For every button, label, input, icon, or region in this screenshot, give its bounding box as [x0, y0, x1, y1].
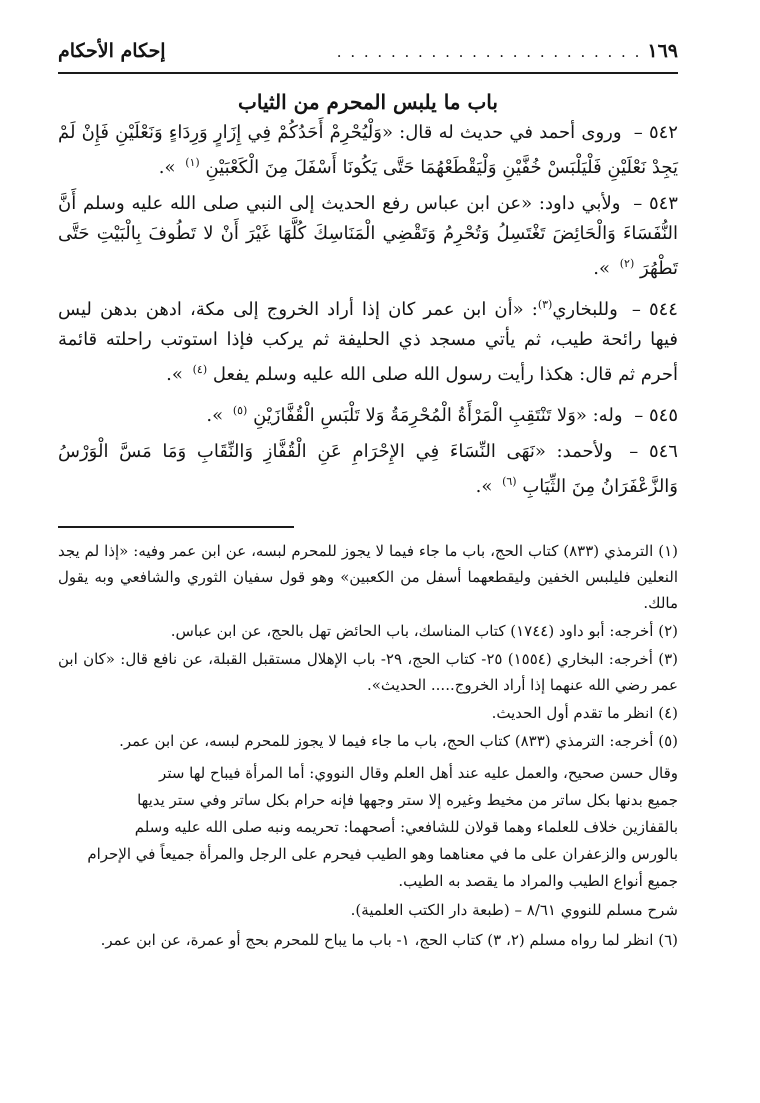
footnote-number: (٤)	[658, 704, 678, 722]
hadith-542	[58, 118, 678, 183]
footnote-ref[interactable]: (٢)	[619, 257, 635, 270]
hadith-text: : «أن ابن عمر كان إذا أراد الخروج إلى مكة، ادهن بدهن ليس فيها رائحة طيب، ثم يأتي مسجد ذي الحليفة ثم يركب فإذا استوتب راحلته قائمة أحرم ثم قال: هكذا رأيت رسول الله صلى الله عليه وسلم يفعل	[58, 299, 678, 385]
hadith-close: ».	[166, 364, 183, 385]
hadith-545	[58, 396, 678, 431]
footnote-number: (٣)	[658, 650, 678, 668]
footnote-text: انظر لما رواه مسلم (٢، ٣) كتاب الحج، ١- باب ما يباح للمحرم بحج أو عمرة، عن ابن عمر.	[100, 931, 654, 949]
footnote-number: (٥)	[658, 732, 678, 750]
footnote-ref[interactable]: (٤)	[192, 363, 208, 376]
hadith-number: ٥٤٤ –	[631, 299, 678, 320]
book-title: إحكام الأحكام	[58, 40, 166, 62]
footnote-text: أخرجه: أبو داود (١٧٤٤) كتاب المناسك، باب الحائض تهل بالحج، عن ابن عباس.	[170, 622, 654, 640]
hadith-close: ».	[593, 258, 610, 279]
hadith-text: ولأبي داود: «عن ابن عباس رفع الحديث إلى النبي صلى الله عليه وسلم أَنَّ النُّفَسَاءَ وَالْحَائِضَ تَغْتَسِلُ وَتُحْرِمُ وَتَقْضِي الْمَنَاسِكَ كُلَّهَا غَيْرَ أَنْ لا تَطُوفَ بِالْبَيْتِ حَتَّى تَطْهُرَ	[58, 193, 678, 279]
commentary-line: جميع أنواع الطيب والمراد ما يقصد به الطيب.	[398, 872, 678, 890]
commentary-line: جميع بدنها بكل ساتر من مخيط وغيره إلا ستر وجهها فإنه حرام بكل ساتر وفي ستر يديها	[137, 791, 678, 809]
commentary-line: وقال حسن صحيح، والعمل عليه عند أهل العلم وقال النووي: أما المرأة فيباح لها ستر	[159, 764, 678, 782]
hadith-546	[58, 437, 678, 502]
footnote-4	[58, 700, 678, 726]
footnote-text: أخرجه: البخاري (١٥٥٤) ٢٥- كتاب الحج، ٢٩- باب الإهلال مستقبل القبلة، عن نافع قال: «كان ابن عمر رضي الله عنهما إذا أراد الخروج..... الحديث».	[58, 650, 678, 694]
footnote-number: (٦)	[658, 931, 678, 949]
footnote-6	[58, 927, 678, 953]
hadith-close: ».	[206, 405, 224, 426]
nawawi-reference: شرح مسلم للنووي ٨/٦١ – (طبعة دار الكتب العلمية).	[350, 901, 678, 919]
footnote-text: الترمذي (٨٣٣) كتاب الحج، باب ما جاء فيما لا يجوز للمحرم لبسه، عن ابن عمر وفيه: «إذا لم يجد النعلين فليلبس الخفين وليقطعهما أسفل من الكعبين» وهو قول سفيان الثوري والشافعي وبه يقول مالك.	[58, 542, 678, 612]
footnote-ref[interactable]: (٣)	[537, 298, 553, 311]
hadith-number: ٥٤٣ –	[633, 193, 678, 214]
header-leader-dots: . . . . . . . . . . . . . . . . . . . . . . .	[336, 43, 642, 61]
commentary-line: بالورس والزعفران على ما في معناهما وهو الطيب فيحرم على الرجل والمرأة جميعاً في الإحرام	[87, 845, 678, 863]
hadith-543	[58, 189, 678, 284]
footnote-text: أخرجه: الترمذي (٨٣٣) كتاب الحج، باب ما جاء فيما لا يجوز للمحرم لبسه، عن ابن عمر.	[119, 732, 654, 750]
footnote-text: انظر ما تقدم أول الحديث.	[491, 704, 654, 722]
page-number: ١٦٩	[647, 40, 678, 62]
footnote-5	[58, 728, 678, 754]
commentary-line: بالقفازين خلاف للعلماء وهما قولان للشافعي: أصحهما: تحريمه ونبه صلى الله عليه وسلم	[134, 818, 678, 836]
hadith-text: وله: «وَلا تَنْتَقِبِ الْمَرْأَةُ الْمُحْرِمَةُ وَلا تَلْبَسِ الْقُفَّازَيْنِ	[253, 405, 623, 426]
running-header	[58, 40, 678, 74]
footnote-separator	[58, 526, 294, 528]
hadith-close: ».	[158, 157, 176, 178]
hadith-text: وروى أحمد في حديث له قال: «وَلْيُحْرِمْ أَحَدُكُمْ فِي إِزَارٍ وَرِدَاءٍ وَنَعْلَيْنِ فَإِنْ لَمْ يَجِدْ نَعْلَيْنِ فَلْيَلْبَسْ خُفَّيْنِ وَلْيَقْطَعْهُمَا حَتَّى يَكُونَا أَسْفَلَ مِنَ الْكَعْبَيْنِ	[58, 122, 678, 178]
footnote-2	[58, 618, 678, 644]
hadith-544	[58, 290, 678, 390]
hadith-source: وللبخاري	[552, 299, 618, 320]
footnote-ref[interactable]: (٥)	[232, 404, 248, 417]
footnote-1	[58, 538, 678, 616]
footnote-3	[58, 646, 678, 698]
footnote-ref[interactable]: (٦)	[502, 475, 517, 488]
hadith-close: ».	[475, 476, 493, 497]
hadith-number: ٥٤٦ –	[629, 441, 678, 462]
hadith-number: ٥٤٥ –	[634, 405, 678, 426]
hadith-number: ٥٤٢ –	[633, 122, 678, 143]
footnote-number: (٢)	[658, 622, 678, 640]
footnote-number: (١)	[658, 542, 678, 560]
chapter-title: باب ما يلبس المحرم من الثياب	[238, 90, 498, 114]
hadith-text: ولأحمد: «نَهَى النِّسَاءَ فِي الإِحْرَامِ عَنِ الْقُفَّازِ وَالنِّقَابِ وَمَا مَسَّ الْوَرْسُ وَالزَّعْفَرَانُ مِنَ الثِّيَابِ	[58, 441, 678, 497]
book-page	[58, 40, 678, 955]
footnote-ref[interactable]: (١)	[185, 156, 200, 169]
nawawi-commentary	[58, 760, 678, 895]
